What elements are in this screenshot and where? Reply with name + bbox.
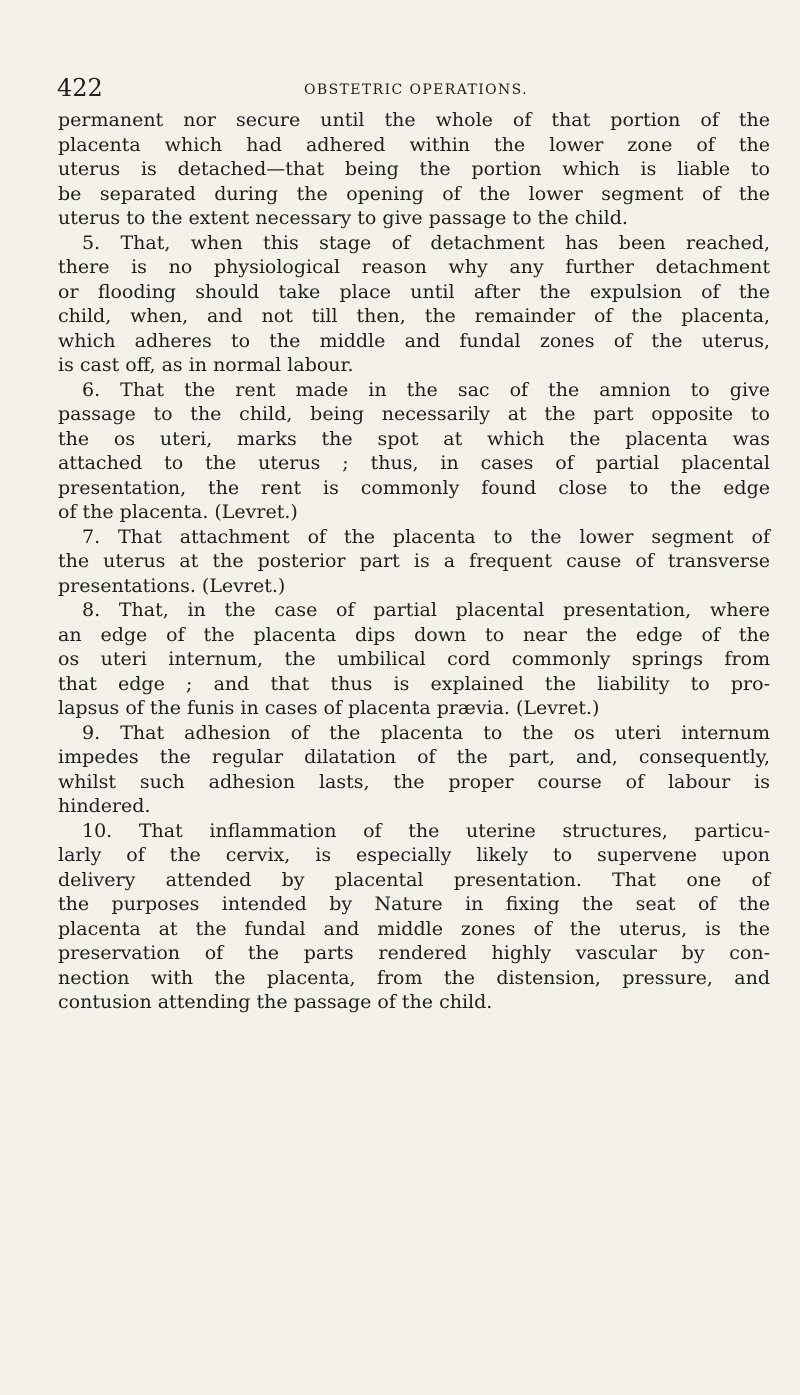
text-line: presentation, the rent is commonly found close to the edge	[58, 476, 770, 499]
text-line: larly of the cervix, is especially likely to supervene upon	[58, 844, 770, 866]
text-line: preservation of the parts rendered highly vascular by con-	[58, 942, 770, 964]
text-line: passage to the child, being necessarily at the part opposite to	[58, 403, 770, 425]
text-line: 10. That inflammation of the uterine structures, particu-	[82, 819, 770, 842]
text-line: os uteri internum, the umbilical cord commonly springs from	[58, 648, 770, 670]
text-line: presentations. (Levret.)	[58, 574, 286, 597]
text-line: there is no physiological reason why any further detachment	[58, 256, 770, 278]
body-text	[58, 108, 770, 1015]
running-head: OBSTETRIC OPERATIONS.	[304, 82, 529, 98]
text-line: placenta which had adhered within the lower zone of the	[58, 133, 770, 156]
text-line: permanent nor secure until the whole of that portion of the	[58, 109, 770, 131]
text-line: the os uteri, marks the spot at which the placenta was	[58, 427, 770, 450]
text-line: nection with the placenta, from the distension, pressure, and	[58, 966, 770, 989]
text-line: whilst such adhesion lasts, the proper course of labour is	[58, 770, 770, 793]
text-line: 6. That the rent made in the sac of the amnion to give	[82, 378, 770, 401]
text-line: attached to the uterus ; thus, in cases of partial placental	[58, 452, 770, 474]
text-line: which adheres to the middle and fundal zones of the uterus,	[58, 329, 770, 352]
text-line: uterus to the extent necessary to give passage to the child.	[58, 207, 628, 229]
text-line: 7. That attachment of the placenta to the lower segment of	[82, 525, 770, 548]
text-line: contusion attending the passage of the child.	[58, 991, 493, 1013]
text-line: 9. That adhesion of the placenta to the os uteri internum	[82, 721, 770, 744]
text-line: be separated during the opening of the lower segment of the	[58, 182, 770, 205]
text-line: 5. That, when this stage of detachment has been reached,	[82, 231, 770, 254]
text-line: impedes the regular dilatation of the part, and, consequently,	[58, 746, 770, 768]
text-line: of the placenta. (Levret.)	[58, 501, 298, 523]
text-line: the purposes intended by Nature in fixing the seat of the	[58, 893, 770, 915]
page-number: 422	[57, 74, 103, 102]
text-line: 8. That, in the case of partial placental presentation, where	[82, 599, 770, 621]
text-line: lapsus of the funis in cases of placenta prævia. (Levret.)	[58, 697, 600, 719]
text-line: is cast off, as in normal labour.	[58, 354, 354, 376]
text-line: the uterus at the posterior part is a frequent cause of transverse	[58, 550, 770, 572]
text-line: hindered.	[58, 795, 151, 817]
text-line: child, when, and not till then, the remainder of the placenta,	[58, 305, 770, 327]
text-line: uterus is detached—that being the portion which is liable to	[58, 158, 770, 180]
text-line: delivery attended by placental presentation. That one of	[58, 868, 770, 891]
text-line: placenta at the fundal and middle zones of the uterus, is the	[58, 917, 770, 940]
text-line: or flooding should take place until after the expulsion of the	[58, 280, 770, 303]
text-line: an edge of the placenta dips down to near the edge of the	[58, 623, 770, 646]
text-line: that edge ; and that thus is explained the liability to pro-	[58, 672, 770, 695]
